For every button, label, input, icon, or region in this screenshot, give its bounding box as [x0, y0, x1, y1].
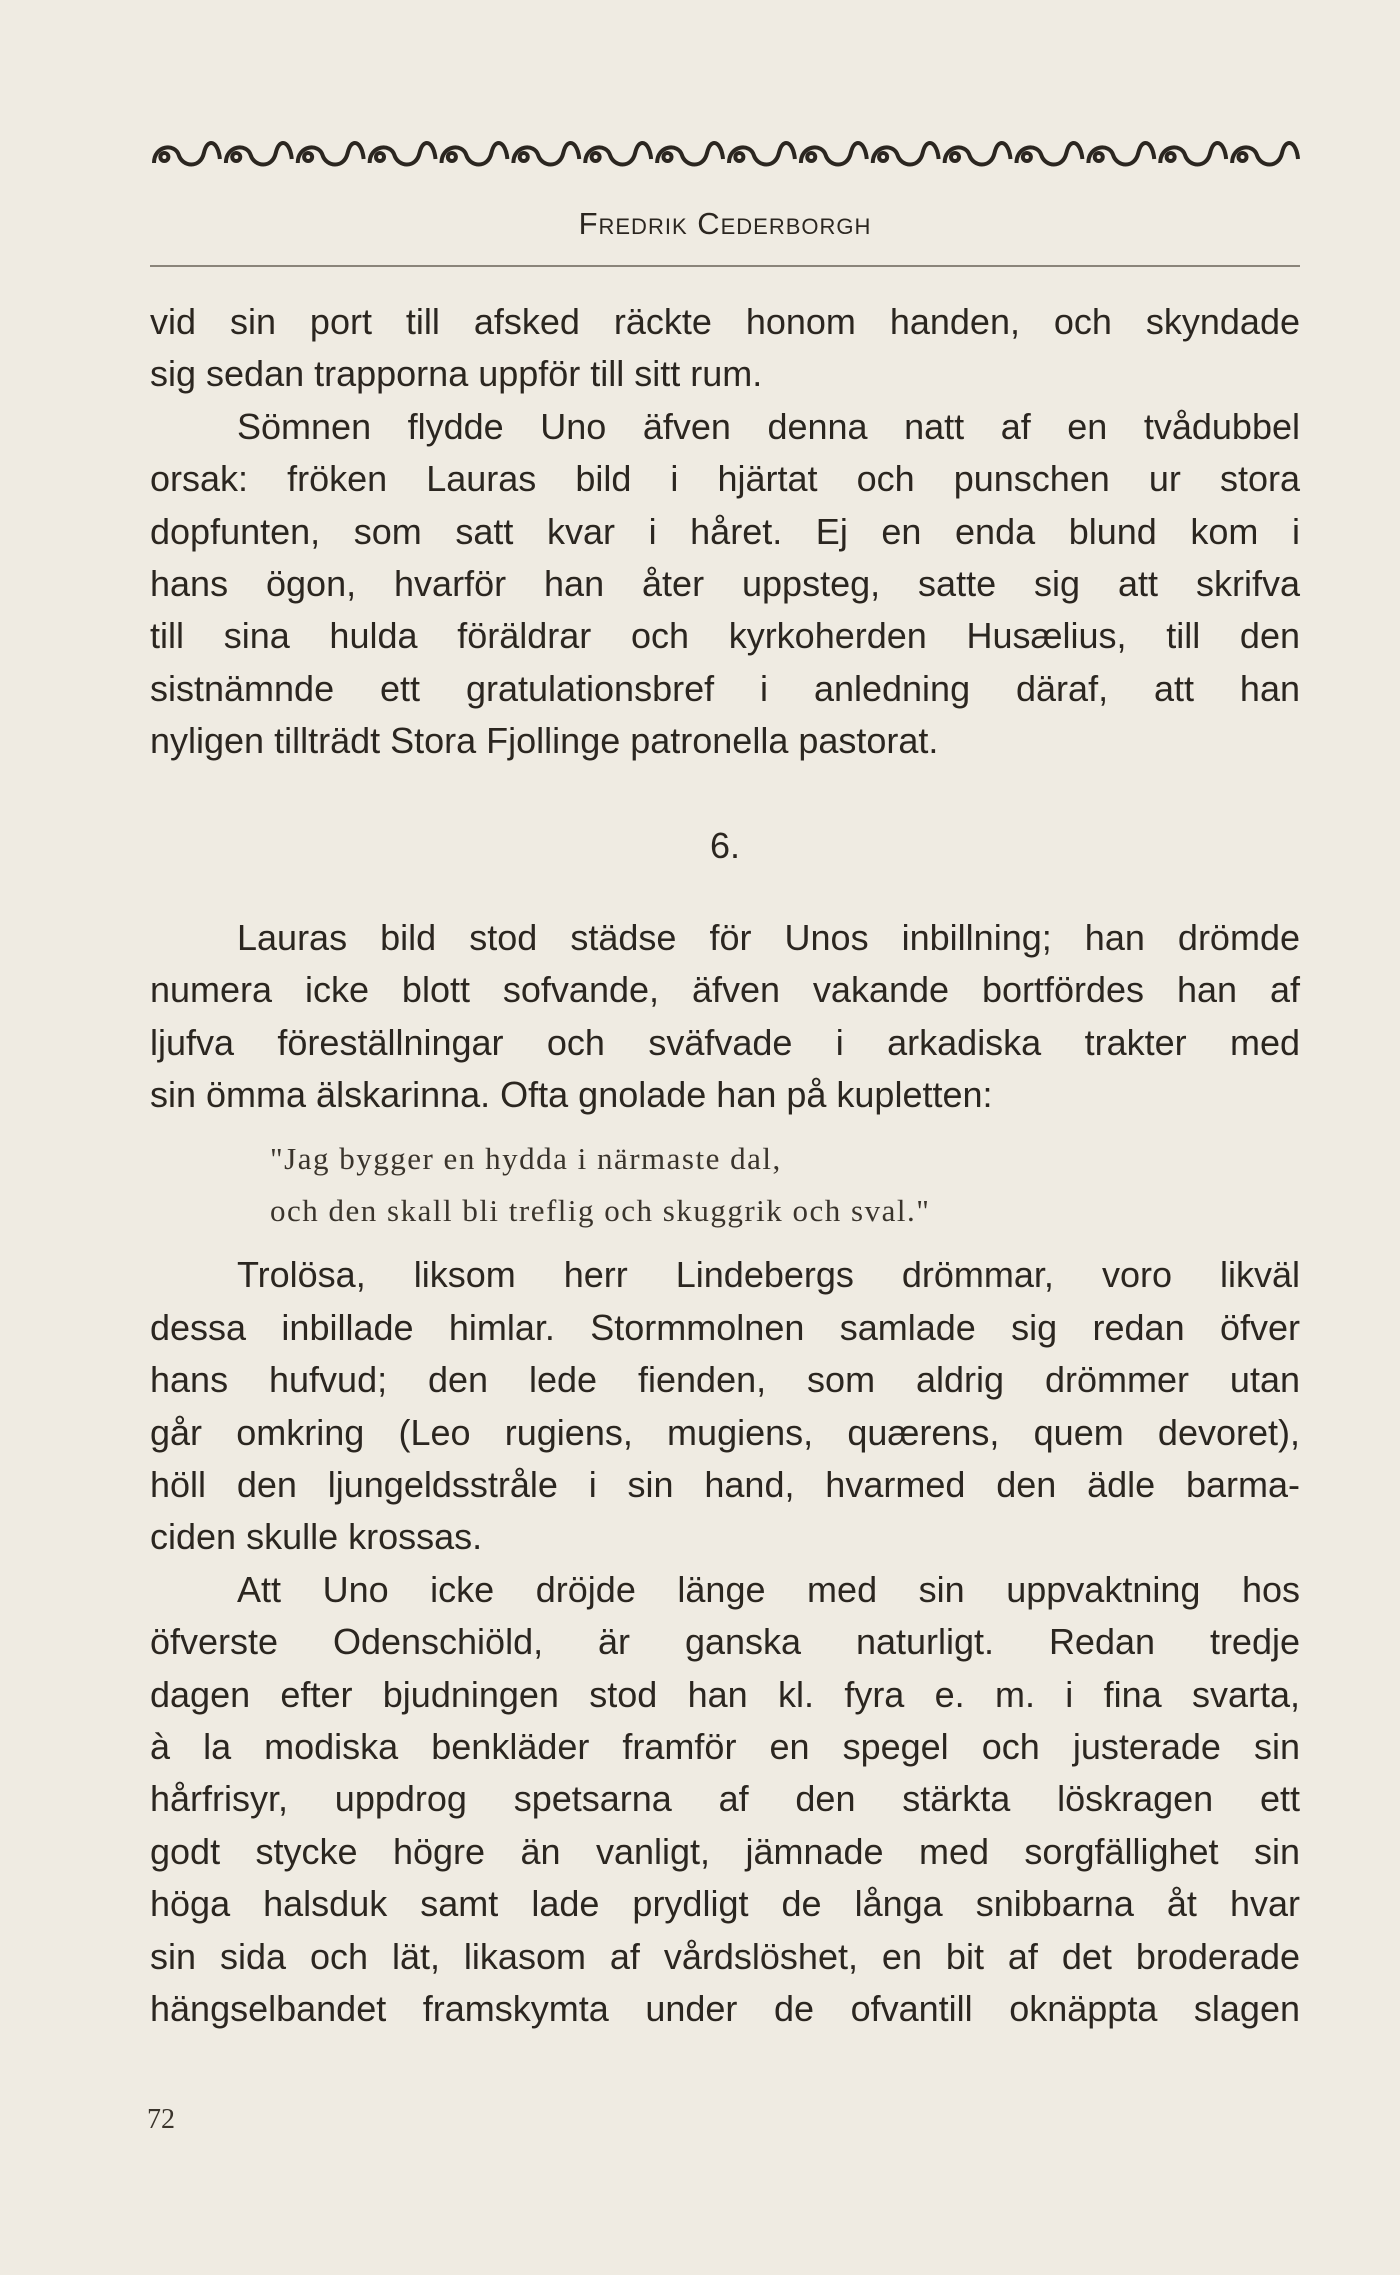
ornament-curl — [735, 153, 743, 161]
text-line: hans hufvud; den lede fienden, som aldrig drömmer utan — [150, 1359, 1300, 1401]
verse-line: och den skall bli treflig och skuggrik och sval." — [270, 1193, 931, 1229]
text-line: sig sedan trapporna uppför till sitt rum. — [150, 353, 763, 395]
text-line: Trolösa, liksom herr Lindebergs drömmar, voro likväl — [237, 1254, 1300, 1296]
verse-line: "Jag bygger en hydda i närmaste dal, — [270, 1141, 782, 1177]
text-line: hårfrisyr, uppdrog spetsarna af den stärkta löskragen ett — [150, 1778, 1300, 1820]
section-heading: 6. — [709, 824, 741, 866]
text-line: vid sin port till afsked räckte honom handen, och skyndade — [150, 301, 1300, 342]
ornament-curl — [304, 153, 312, 161]
text-line: höll den ljungeldsstråle i sin hand, hvarmed den ädle barma- — [150, 1464, 1300, 1506]
text-line: ciden skulle krossas. — [150, 1516, 483, 1558]
text-line: sistnämnde ett gratulationsbref i anledning däraf, att han — [150, 667, 1300, 709]
text-line: godt stycke högre än vanligt, jämnade med sorgfällighet sin — [150, 1830, 1300, 1872]
ornament-curl — [1023, 153, 1031, 161]
text-line: hans ögon, hvarför han åter uppsteg, satte sig att skrifva — [150, 562, 1300, 604]
ornament-curl — [807, 153, 815, 161]
text-line: dopfunten, som satt kvar i håret. Ej en enda blund kom i — [150, 510, 1300, 552]
ornament-curl — [1167, 153, 1175, 161]
text-line: Lauras bild stod städse för Unos inbillning; han drömde — [237, 916, 1300, 958]
text-line: numera icke blott sofvande, äfven vakande bortfördes han af — [150, 969, 1300, 1011]
text-line: orsak: fröken Lauras bild i hjärtat och punschen ur stora — [150, 458, 1300, 500]
text-line: à la modiska benkläder framför en spegel och justerade sin — [150, 1725, 1300, 1767]
text-line: till sina hulda föräldrar och kyrkoherden Husælius, till den — [150, 615, 1300, 657]
ornament-curl — [664, 153, 672, 161]
text-line: dagen efter bjudningen stod han kl. fyra e. m. i fina svarta, — [150, 1673, 1300, 1715]
text-line: sin ömma älskarinna. Ofta gnolade han på kupletten: — [150, 1074, 993, 1116]
header-rule — [150, 265, 1300, 267]
text-line: Att Uno icke dröjde länge med sin uppvaktning hos — [237, 1568, 1300, 1610]
text-line: hängselbandet framskymta under de ofvantill oknäppta slagen — [150, 1987, 1300, 2029]
ornament-curl — [592, 153, 600, 161]
text-line: höga halsduk samt lade prydligt de långa snibbarna åt hvar — [150, 1883, 1300, 1925]
text-line: dessa inbillade himlar. Stormmolnen samlade sig redan öfver — [150, 1306, 1300, 1348]
ornament-curl — [1095, 153, 1103, 161]
ornament-curl — [951, 153, 959, 161]
decorative-ornament-border — [150, 135, 1300, 175]
ornament-curl — [879, 153, 887, 161]
page-number: 72 — [147, 2104, 175, 2135]
text-line: sin sida och lät, likasom af vårdslöshet, en bit af det broderade — [150, 1935, 1300, 1977]
ornament-curl — [520, 153, 528, 161]
ornament-curl — [160, 153, 168, 161]
text-line: ljufva föreställningar och sväfvade i arkadiska trakter med — [150, 1021, 1300, 1063]
running-head: Fredrik Cederborgh — [578, 206, 872, 241]
text-line: öfverste Odenschiöld, är ganska naturligt. Redan tredje — [150, 1621, 1300, 1663]
ornament-curl — [232, 153, 240, 161]
verse-quote — [150, 1133, 1300, 1237]
body-text — [150, 296, 1300, 2035]
text-line: nyligen tillträdt Stora Fjollinge patronella pastorat. — [150, 720, 939, 762]
ornament-curl — [1239, 153, 1247, 161]
text-line: går omkring (Leo rugiens, mugiens, quærens, quem devoret), — [150, 1411, 1300, 1453]
ornament-curl — [376, 153, 384, 161]
ornament-curl — [448, 153, 456, 161]
text-line: Sömnen flydde Uno äfven denna natt af en tvådubbel — [237, 405, 1300, 447]
